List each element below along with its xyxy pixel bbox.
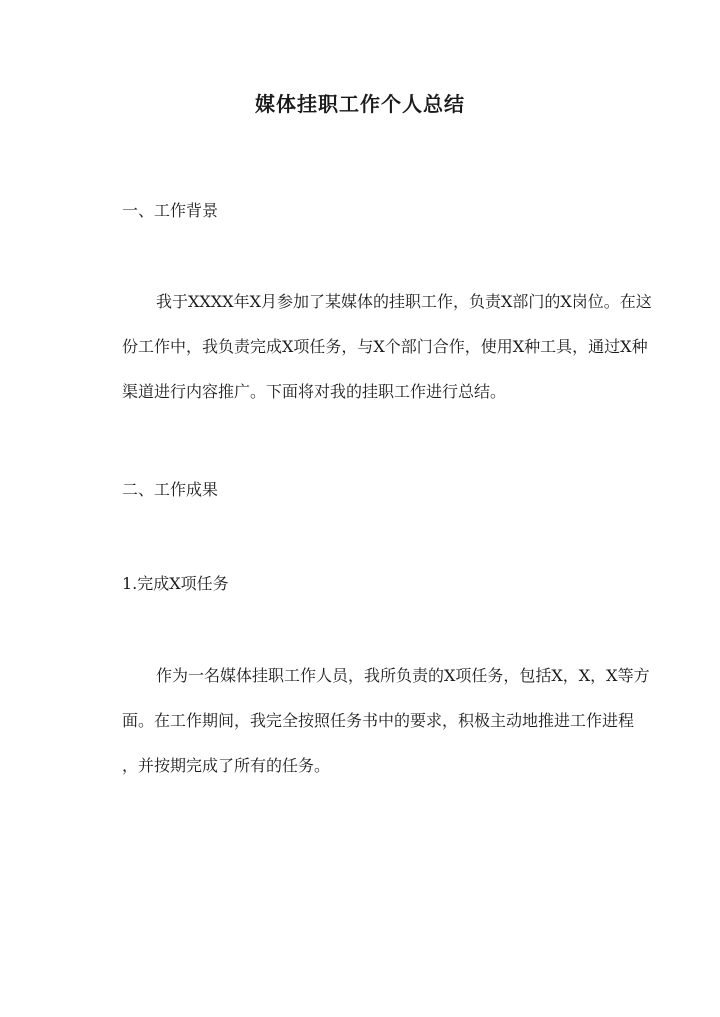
paragraph-line: 我于XXXX年X月参加了某媒体的挂职工作，负责X部门的X岗位。在这 xyxy=(156,292,652,311)
paragraph-line: 渠道进行内容推广。下面将对我的挂职工作进行总结。 xyxy=(122,382,507,401)
background-paragraph xyxy=(88,279,652,414)
subheading-task: 1.完成X项任务 xyxy=(122,574,229,593)
paragraph-line: 份工作中，我负责完成X项任务，与X个部门合作，使用X种工具，通过X种 xyxy=(122,337,648,356)
section-heading-background: 一、工作背景 xyxy=(122,201,219,220)
paragraph-line: ，并按期完成了所有的任务。 xyxy=(122,756,331,775)
paragraph-line: 面。在工作期间，我完全按照任务书中的要求，积极主动地推进工作进程 xyxy=(122,711,635,730)
results-paragraph xyxy=(88,653,650,788)
page-title: 媒体挂职工作个人总结 xyxy=(255,92,465,116)
section-heading-results: 二、工作成果 xyxy=(122,480,219,499)
paragraph-line: 作为一名媒体挂职工作人员，我所负责的X项任务，包括X，X，X等方 xyxy=(156,666,650,685)
